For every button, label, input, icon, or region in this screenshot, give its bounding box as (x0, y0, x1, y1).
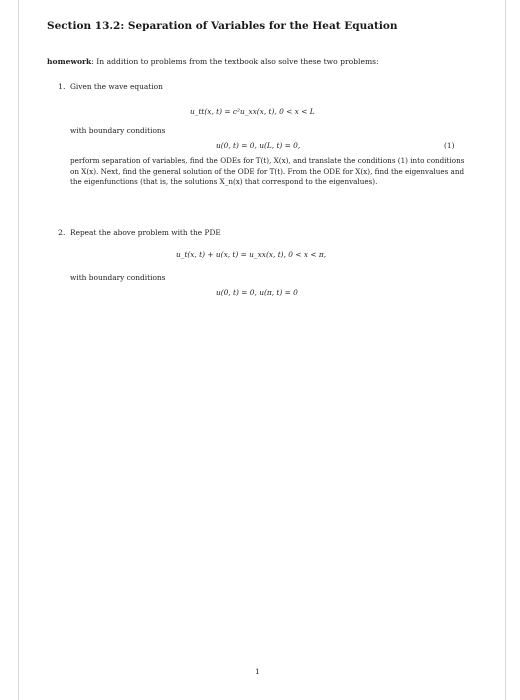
problem-1-bc: u(0, t) = 0, u(L, t) = 0, (216, 141, 301, 150)
section-title: Section 13.2: Separation of Variables for the Heat Equation (47, 20, 398, 32)
problem-1-equation: u_tt(x, t) = c²u_xx(x, t), 0 < x < L (190, 107, 315, 116)
page-right-edge (505, 0, 506, 700)
problem-2-equation: u_t(x, t) + u(x, t) = u_xx(x, t), 0 < x < π, (176, 250, 327, 259)
problem-1-lead: Given the wave equation (70, 82, 163, 91)
homework-intro (47, 57, 379, 66)
problem-1-paragraph: perform separation of variables, find the ODEs for T(t), X(x), and translate the conditions (1) into conditions on X(x). Next, find the general solution of the ODE for T(t). From the ODE for X(x), find the eigenvalues and the eigenfunctions (that is, the solutions X_n(x) that correspond to the eigenvalues). (70, 156, 465, 187)
homework-label: homework (47, 57, 92, 66)
problem-1-bc-lead: with boundary conditions (70, 126, 166, 135)
problem-2-lead: Repeat the above problem with the PDE (70, 228, 221, 237)
equation-number-1: (1) (444, 141, 455, 150)
problem-2-bc-lead: with boundary conditions (70, 273, 166, 282)
page-number: 1 (255, 667, 260, 676)
problem-1-number: 1. (58, 82, 66, 91)
homework-text: : In addition to problems from the textbook also solve these two problems: (91, 57, 379, 66)
page-left-edge (18, 0, 19, 700)
problem-2-bc: u(0, t) = 0, u(π, t) = 0 (216, 288, 298, 297)
problem-2-number: 2. (58, 228, 66, 237)
